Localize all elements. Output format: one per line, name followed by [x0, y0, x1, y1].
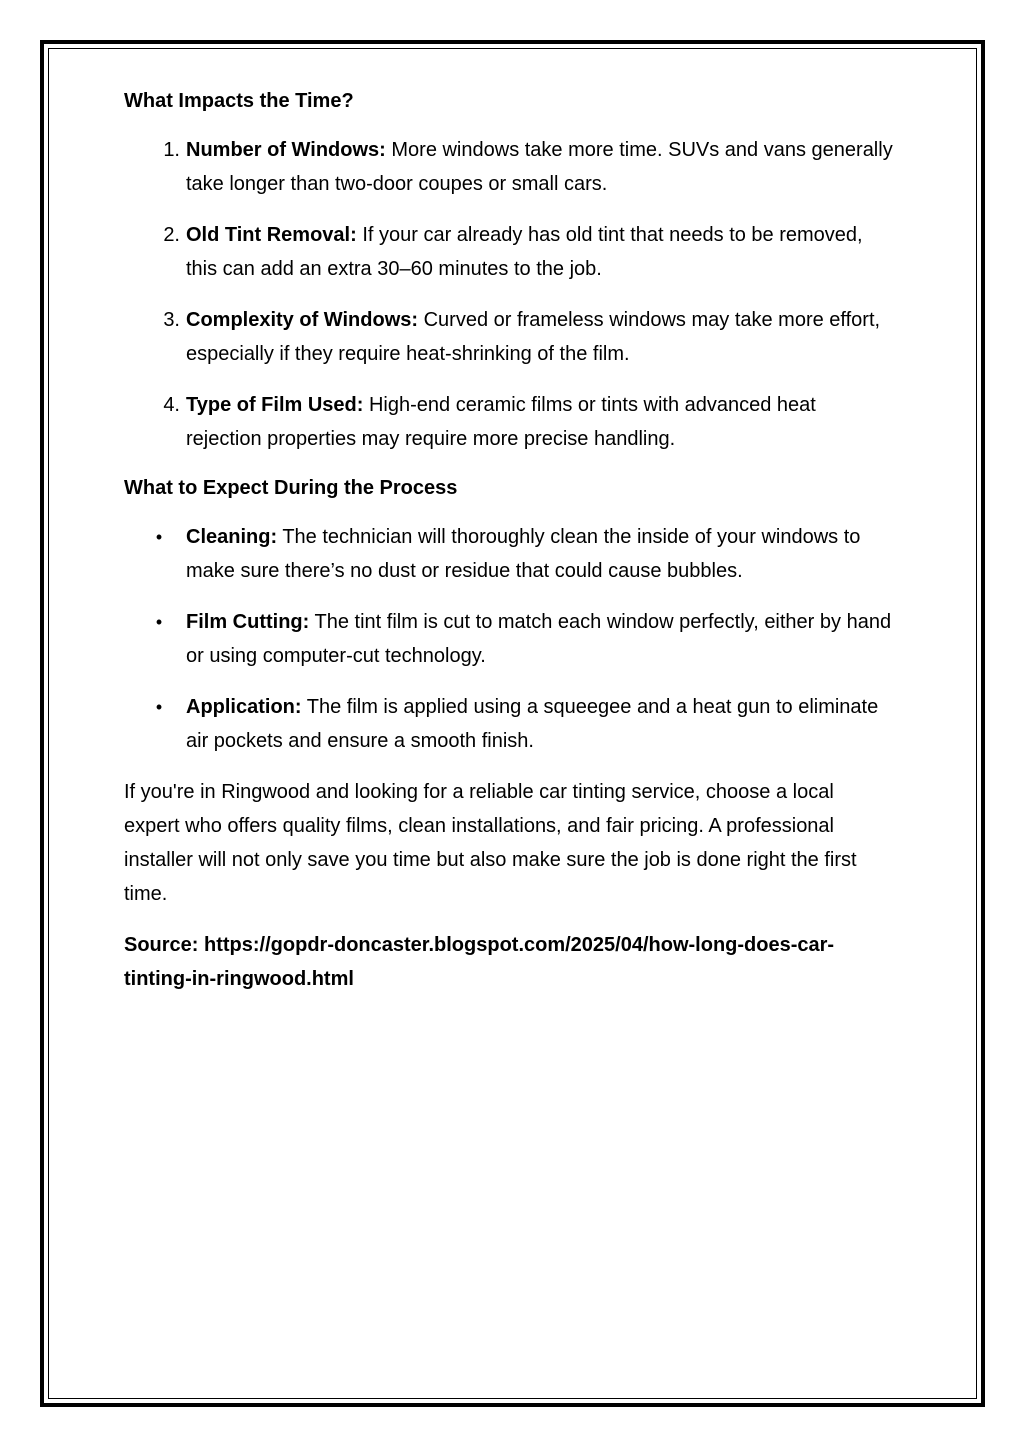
item-term: Film Cutting:	[186, 611, 310, 633]
item-term: Number of Windows:	[186, 139, 386, 161]
bullet-icon: •	[155, 527, 163, 547]
item-text: Curved or frameless windows may take more effort, especially if they require heat-shrinking of the film.	[186, 309, 881, 365]
item-term: Complexity of Windows:	[186, 309, 419, 331]
list-item	[124, 303, 894, 371]
list-item	[124, 218, 894, 286]
list-item	[124, 388, 894, 456]
item-term: Type of Film Used:	[186, 394, 364, 416]
list-number: 2.	[163, 224, 180, 246]
item-text: The tint film is cut to match each window perfectly, either by hand or using computer-cut technology.	[186, 611, 892, 667]
item-text: The technician will thoroughly clean the inside of your windows to make sure there’s no dust or residue that could cause bubbles.	[186, 526, 861, 582]
item-term: Application:	[186, 696, 302, 718]
list-number: 4.	[163, 394, 180, 416]
list-number: 1.	[163, 139, 180, 161]
source-link[interactable]: Source: https://gopdr-doncaster.blogspot.com/2025/04/how-long-does-car-tinting-in-ringwood.html	[124, 934, 835, 990]
impacts-list	[124, 133, 894, 456]
item-text: If your car already has old tint that needs to be removed, this can add an extra 30–60 minutes to the job.	[186, 224, 863, 280]
document-body	[124, 86, 894, 1013]
list-item	[124, 690, 894, 758]
item-text: More windows take more time. SUVs and vans generally take longer than two-door coupes or small cars.	[186, 139, 893, 195]
process-list	[124, 520, 894, 758]
list-number: 3.	[163, 309, 180, 331]
item-term: Old Tint Removal:	[186, 224, 357, 246]
bullet-icon: •	[155, 697, 163, 717]
list-item	[124, 605, 894, 673]
list-item	[124, 133, 894, 201]
list-item	[124, 520, 894, 588]
item-term: Cleaning:	[186, 526, 278, 548]
item-text: High-end ceramic films or tints with advanced heat rejection properties may require more precise handling.	[186, 394, 816, 450]
section-heading-impacts: What Impacts the Time?	[124, 90, 354, 112]
item-text: The film is applied using a squeegee and a heat gun to eliminate air pockets and ensure a smooth finish.	[186, 696, 879, 752]
closing-paragraph: If you're in Ringwood and looking for a reliable car tinting service, choose a local expert who offers quality films, clean installations, and fair pricing. A professional installer will not only save you time but also make sure the job is done right the first time.	[124, 781, 857, 905]
bullet-icon: •	[155, 612, 163, 632]
section-heading-process: What to Expect During the Process	[124, 477, 458, 499]
